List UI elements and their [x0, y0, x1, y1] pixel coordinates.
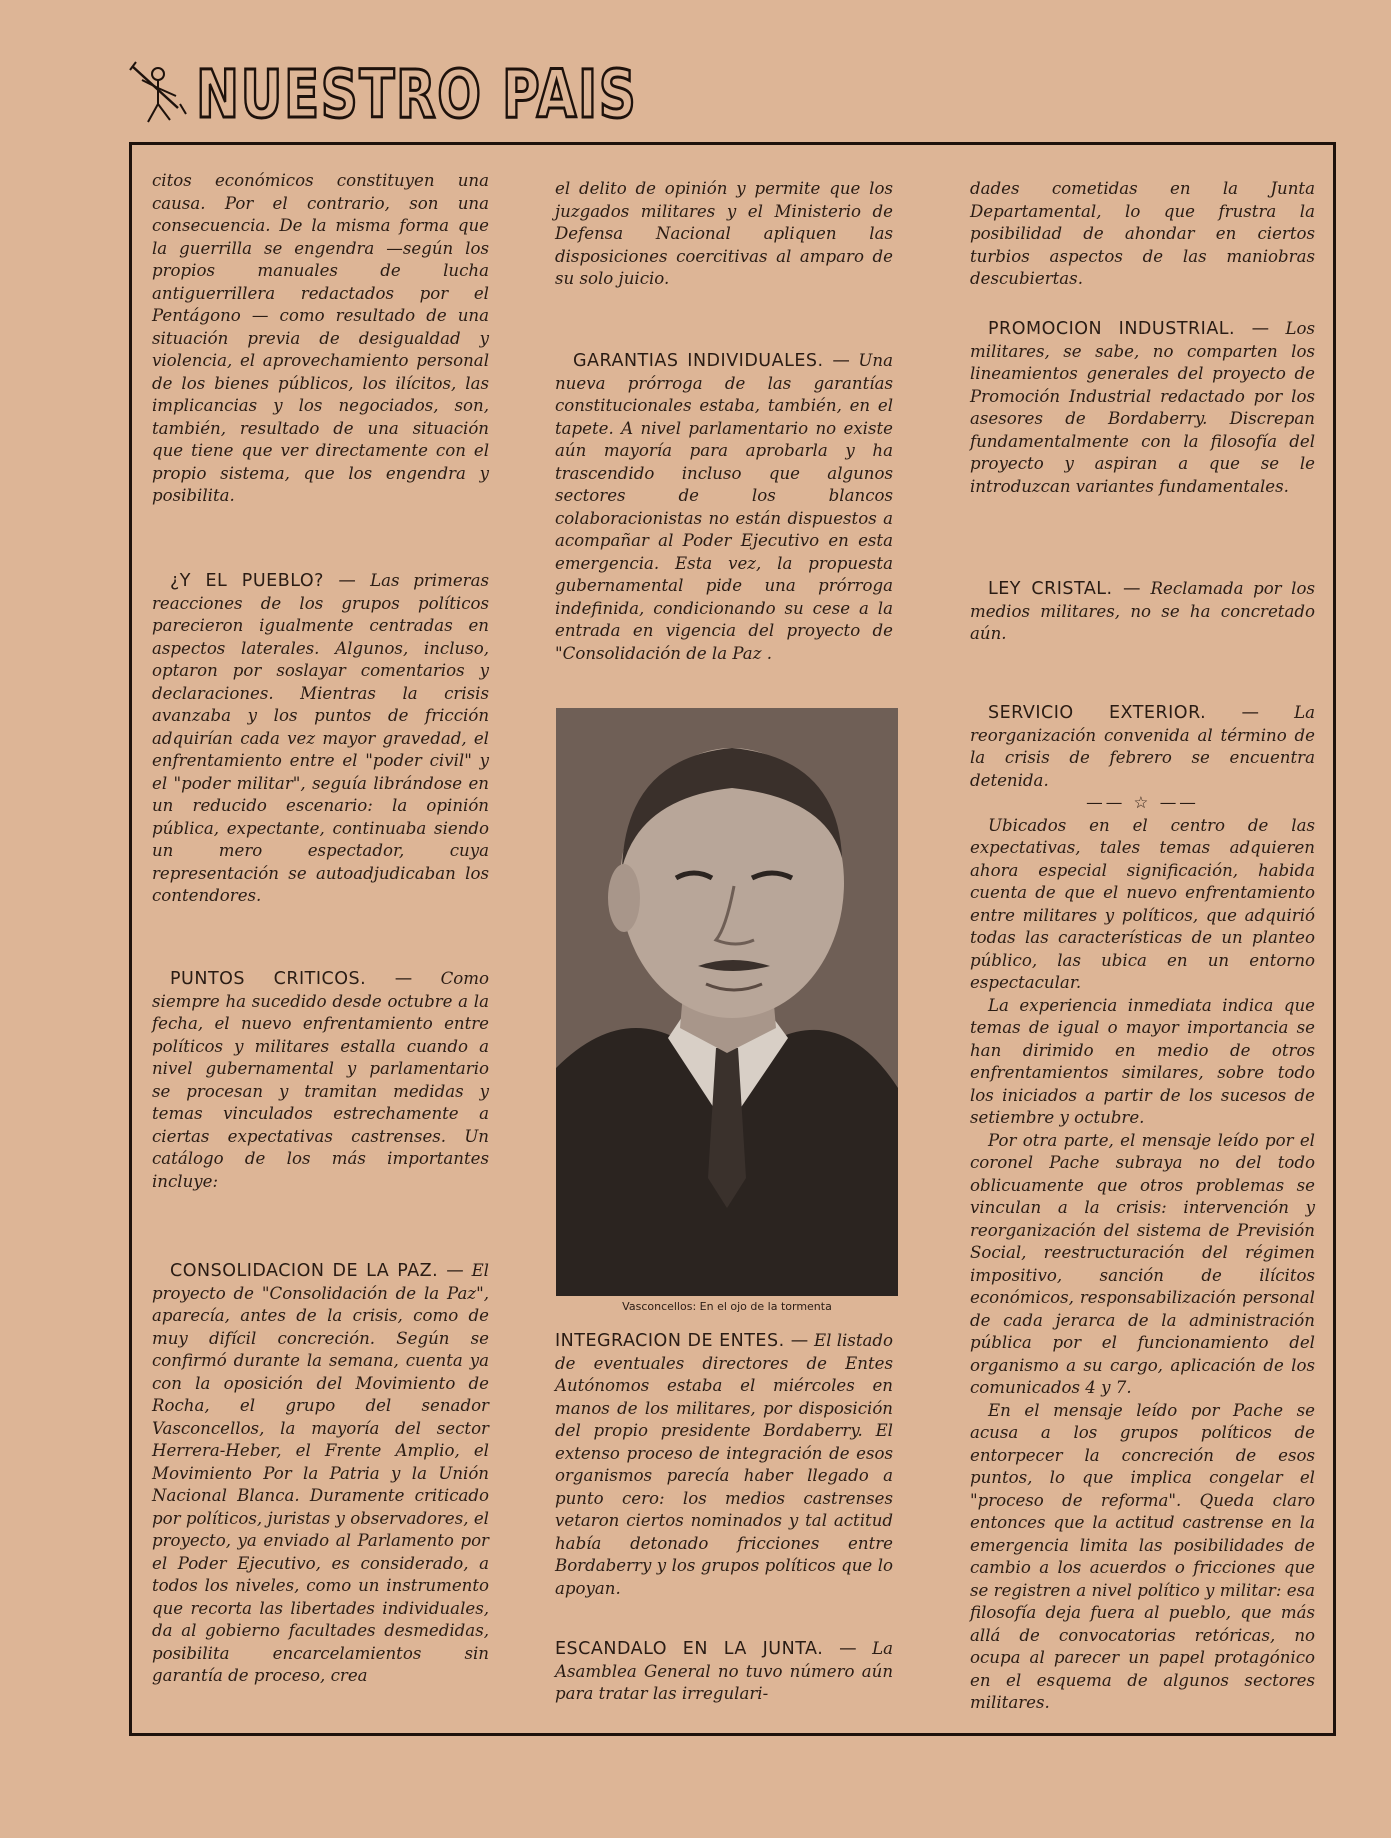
- section-escandalo: ESCANDALO EN LA JUNTA. — La Asamblea General no tuvo número aún para tratar las irregulari-: [555, 1639, 893, 1703]
- section-promocion: PROMOCION INDUSTRIAL. — Los militares, se sabe, no comparten los lineamientos generales del proyecto de Promoción Industrial redactado por los asesores de Bordaberry. Discrepan fundamentalmente con la filosofía del proyecto y aspiran a que se le introduzcan variantes fundamentales.: [970, 319, 1315, 496]
- section-heading: PROMOCION INDUSTRIAL. —: [988, 319, 1270, 339]
- section-heading: ESCANDALO EN LA JUNTA. —: [555, 1639, 858, 1659]
- paragraph: dades cometidas en la Junta Departamental, lo que frustra la posibilidad de ahondar en ciertos turbios aspectos de las maniobras descubiertas.: [970, 179, 1315, 288]
- star-separator: —— ☆ ——: [1086, 793, 1199, 812]
- section-garantias: GARANTIAS INDIVIDUALES. — Una nueva prórroga de las garantías constitucionales estaba, también, en el tapete. A nivel parlamentario no existe aún mayoría para aprobarla y ha trascendido incluso que algunos sectores de los blancos colaboracionistas no están dispuestos a acompañar al Poder Ejecutivo en esta emergencia. Esta vez, la propuesta gubernamental pide una prórroga indefinida, condicionando su cese a la entrada en vigencia del proyecto de "Consolidación de la Paz .: [555, 351, 893, 663]
- section-heading: SERVICIO EXTERIOR. —: [988, 703, 1260, 723]
- section-heading: ¿Y EL PUEBLO? —: [170, 571, 357, 591]
- section-heading: CONSOLIDACION DE LA PAZ. —: [170, 1261, 465, 1281]
- section-title: NUESTRO PAIS: [196, 56, 638, 133]
- section-consolidacion: CONSOLIDACION DE LA PAZ. — El proyecto de "Consolidación de la Paz", aparecía, antes de la crisis, como de muy difícil concreción. Según se confirmó durante la semana, cuenta ya con la oposición del Movimiento de Rocha, el grupo del senador Vasconcellos, la mayoría del sector Herrera-Heber, el Frente Amplio, el Movimiento Por la Patria y la Unión Nacional Blanca. Duramente criticado por políticos, juristas y observadores, el proyecto, ya enviado al Parlamento por el Poder Ejecutivo, es considerado, a todos los niveles, como un instrumento que recorta las libertades individuales, da al gobierno facultades desmedidas, posibilita encarcelamientos sin garantía de proceso, crea: [152, 1261, 489, 1685]
- paragraph: el delito de opinión y permite que los juzgados militares y el Ministerio de Defensa Nacional apliquen las disposiciones coercitivas al amparo de su solo juicio.: [555, 179, 893, 288]
- portrait-photo: [556, 708, 898, 1296]
- section-ley-cristal: LEY CRISTAL. — Reclamada por los medios militares, no se ha concretado aún.: [970, 579, 1315, 643]
- soldier-emblem-icon: [128, 60, 192, 130]
- paragraph: citos económicos constituyen una causa. Por el contrario, son una consecuencia. De la misma forma que la guerrilla se engendra —según los propios manuales de lucha antiguerrillera redactados por el Pentágono — como resultado de una situación previa de desigualdad y violencia, el aprovechamiento personal de los bienes públicos, los ilícitos, las implicancias y los negociados, son, también, resultado de una situación que tiene que ver directamente con el propio sistema, que los engendra y posibilita.: [152, 171, 489, 505]
- photo-caption: Vasconcellos: En el ojo de la tormenta: [622, 1300, 832, 1313]
- section-heading: LEY CRISTAL. —: [988, 579, 1141, 599]
- section-puntos-criticos: PUNTOS CRITICOS. — Como siempre ha sucedido desde octubre a la fecha, el nuevo enfrentamiento entre políticos y militares estalla cuando a nivel gubernamental y parlamentario se procesan y tramitan medidas y temas vinculados estrechamente a ciertas expectativas castrenses. Un catálogo de los más importantes incluye:: [152, 969, 489, 1191]
- section-heading: GARANTIAS INDIVIDUALES. —: [573, 351, 851, 371]
- section-integracion: INTEGRACION DE ENTES. — El listado de eventuales directores de Entes Autónomos estaba el miércoles en manos de los militares, por disposición del propio presidente Bordaberry. El extenso proceso de integración de esos organismos parecía haber llegado a punto cero: los medios castrenses vetaron ciertos nominados y tal actitud había detonado fricciones entre Bordaberry y los grupos políticos que lo apoyan.: [555, 1331, 893, 1598]
- section-heading: INTEGRACION DE ENTES. —: [555, 1331, 809, 1351]
- section-heading: PUNTOS CRITICOS. —: [170, 969, 413, 989]
- section-pueblo: ¿Y EL PUEBLO? — Las primeras reacciones de los grupos políticos parecieron igualmente centradas en aspectos laterales. Algunos, incluso, optaron por soslayar comentarios y declaraciones. Mientras la crisis avanzaba y los puntos de fricción adquirían cada vez mayor gravedad, el enfrentamiento entre el "poder civil" y el "poder militar", seguía librándose en un reducido escenario: la opinión pública, expectante, continuaba siendo un mero espectador, cuya representación se autoadjudicaban los contendores.: [152, 571, 489, 905]
- masthead: [128, 58, 762, 132]
- section-servicio-exterior: SERVICIO EXTERIOR. — La reorganización convenida al término de la crisis de febrero se encuentra detenida. —— ☆ —— Ubicados en el centro de las expectativas, tales temas adquieren ahora especial significación, habida cuenta de que el nuevo enfrentamiento entre militares y políticos, que adquirió todas las características de un planteo público, las ubica en un entorno espectacular. La experiencia inmediata indica que temas de igual o mayor importancia se han dirimido en medio de otros enfrentamientos similares, sobre todo los iniciados a partir de los sucesos de setiembre y octubre. Por otra parte, el mensaje leído por el coronel Pache subraya no del todo oblicuamente que otros problemas se vinculan a la crisis: intervención y reorganización del sistema de Previsión Social, reestructuración del régimen impositivo, sanción de ilícitos económicos, responsabilización personal de cada jerarca de la administración pública por el funcionamiento del organismo a su cargo, aplicación de los comunicados 4 y 7. En el mensaje leído por Pache se acusa a los grupos políticos de entorpecer la concreción de esos puntos, lo que implica congelar el "proceso de reforma". Queda claro entonces que la actitud castrense en la emergencia limita las posibilidades de cambio a los acuerdos o fricciones que se registren a nivel político y militar: esa filosofía deja fuera al pueblo, que más allá de convocatorias retóricas, no ocupa al parecer un papel protagónico en el esquema de algunos sectores militares.: [970, 703, 1315, 1712]
